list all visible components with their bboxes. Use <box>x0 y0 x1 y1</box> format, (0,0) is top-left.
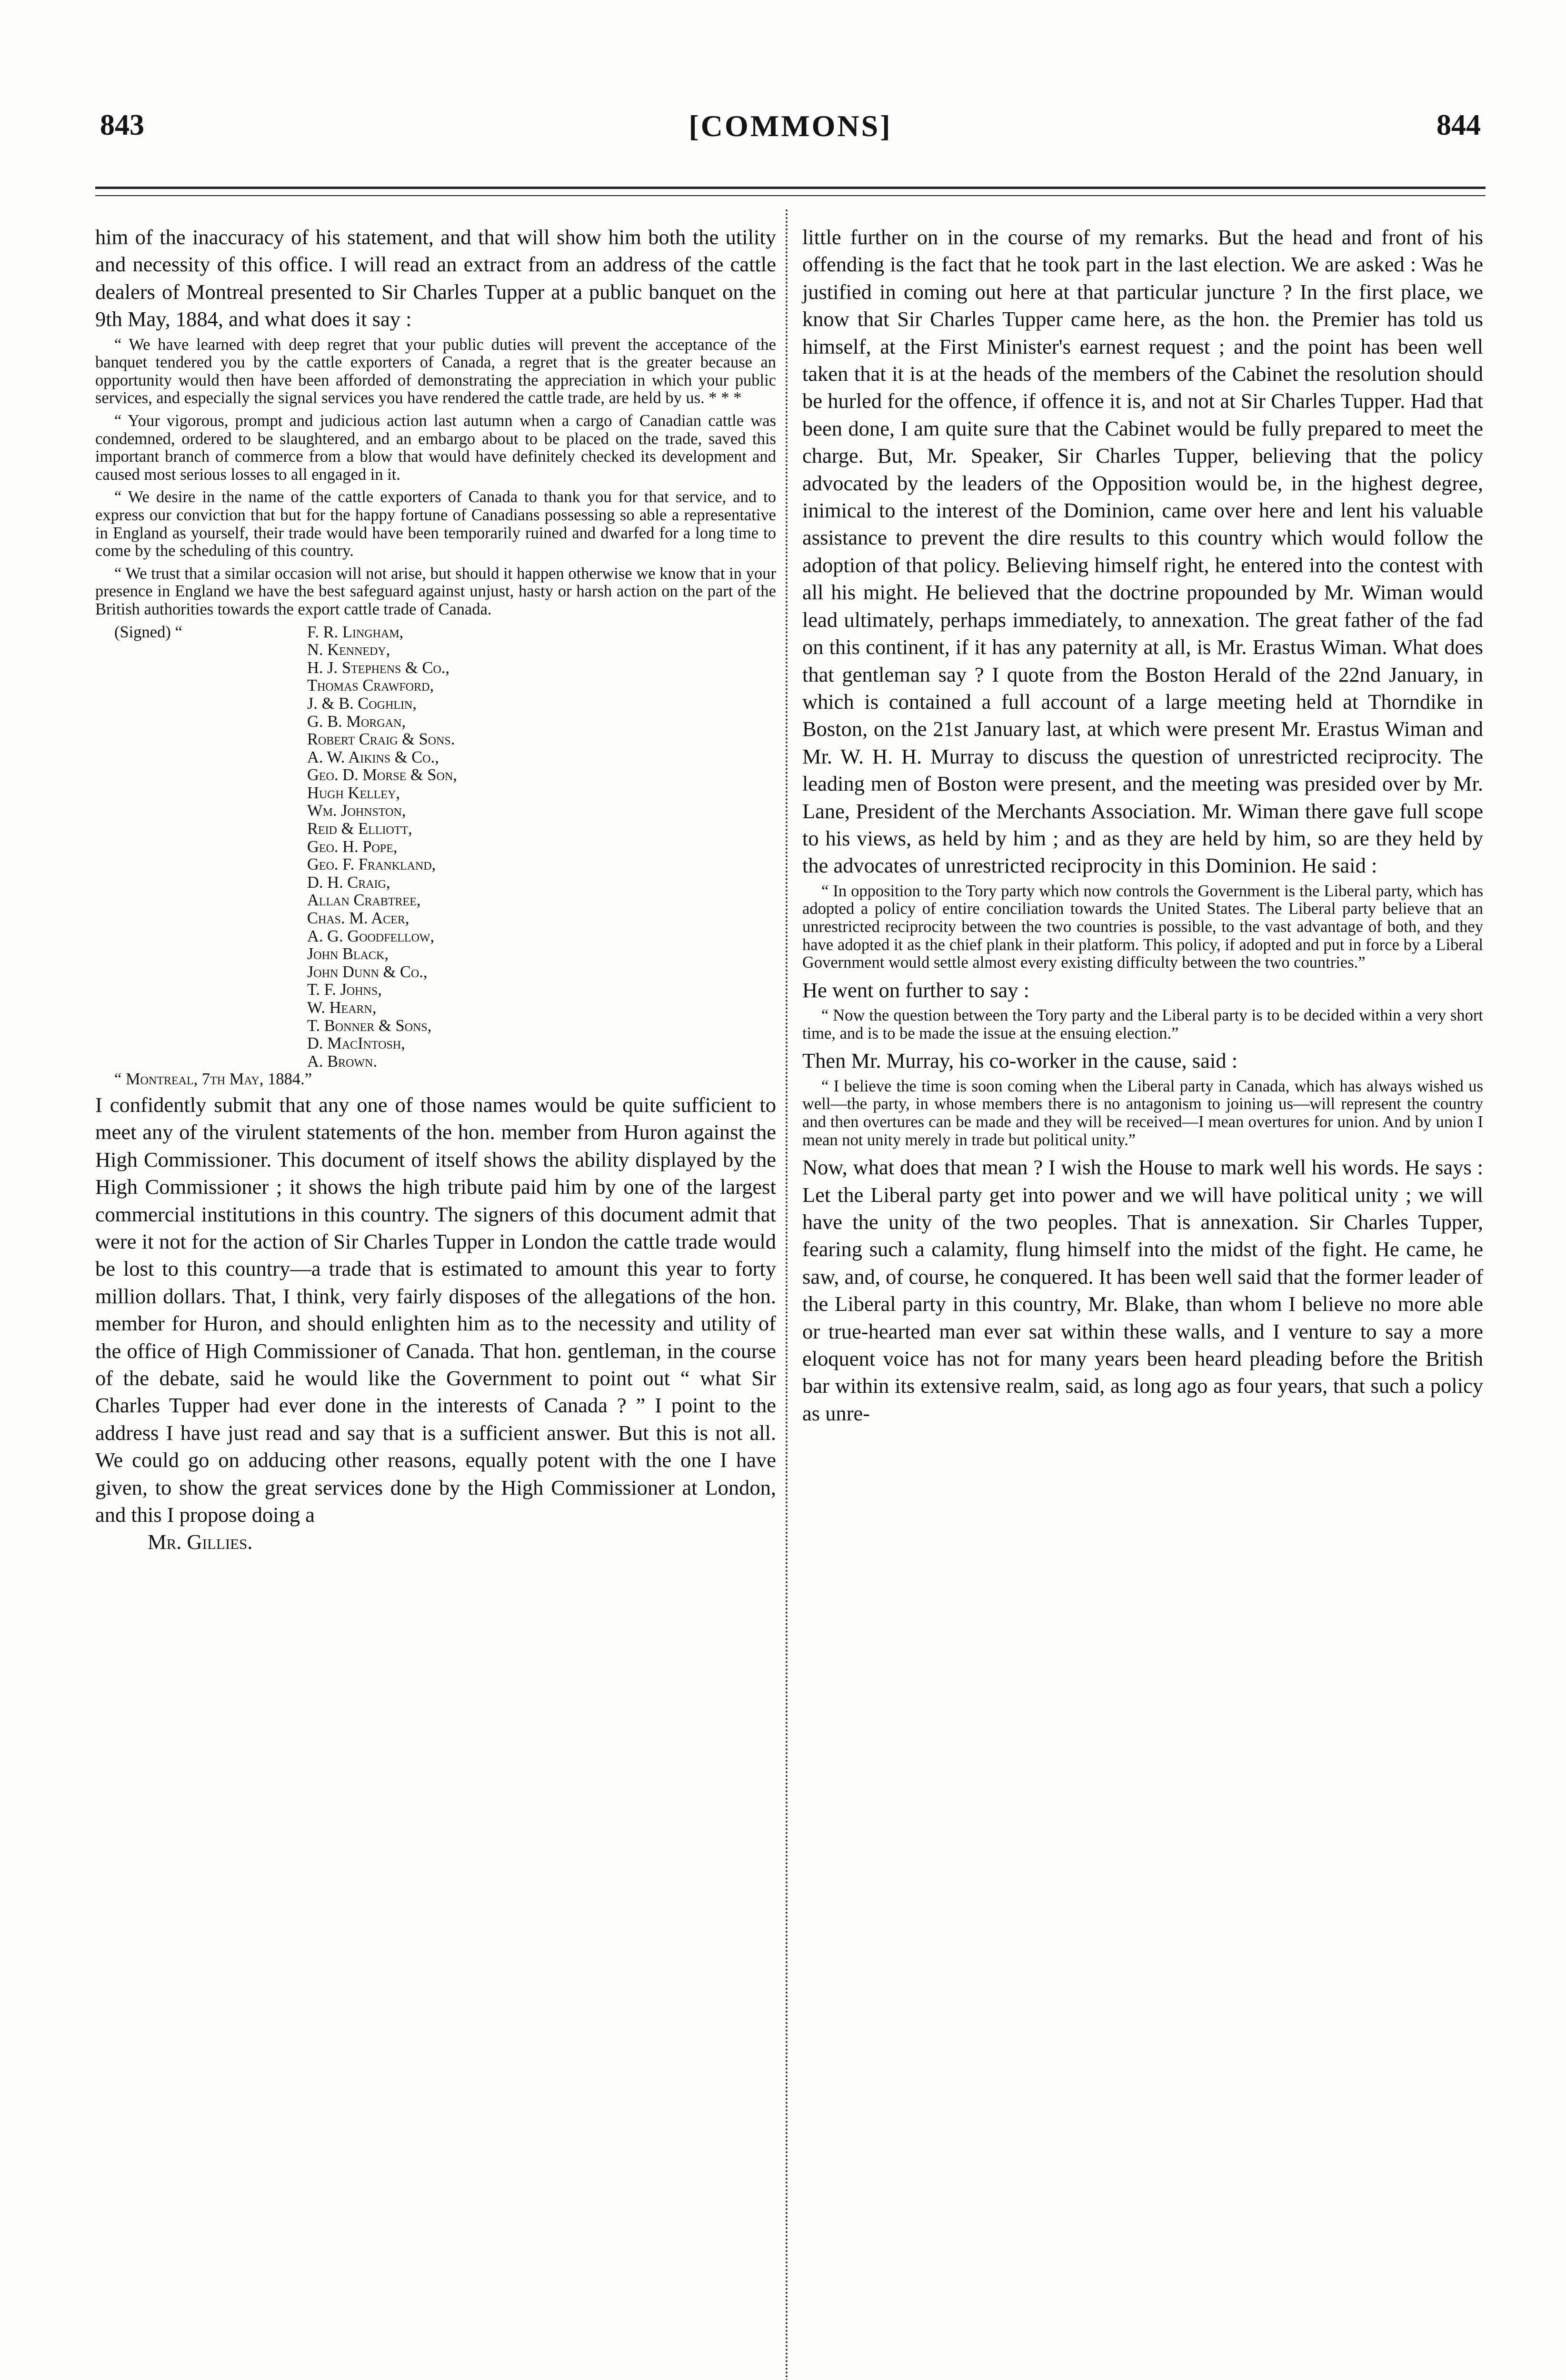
left-paragraph-1: him of the inaccuracy of his statement, and that will show him both the utility and necessity of this office. I will read an extract from an address of the cattle dealers of Montreal presented to Sir Charles Tupper at a public banquet on the 9th May, 1884, and what does it say : <box>95 225 776 331</box>
wiman-quote: “ In opposition to the Tory party which now controls the Government is the Liberal party, which has adopted a policy of entire conciliation towards the United States. The Liberal party believe that an unrestricted reciprocity between the two countries is possible, to the vast advantage of both, and they have adopted it as the chief plank in their platform. This policy, if adopted and put in force by a Liberal Government would settle almost every existing difficulty between the two countries.” <box>802 882 1483 972</box>
right-column <box>802 224 1483 1427</box>
signatory-name: W. Hearn, <box>307 999 377 1017</box>
place-and-date: “ Montreal, 7th May, 1884.” <box>114 1070 312 1089</box>
right-paragraph-3: Then Mr. Murray, his co-worker in the cause, said : <box>802 1049 1238 1073</box>
speaker-attribution: Mr. Gillies. <box>148 1530 253 1554</box>
running-title: [COMMONS] <box>688 109 892 143</box>
signatory-name: G. B. Morgan, <box>307 712 406 731</box>
murray-quote: “ I believe the time is soon coming when the Liberal party in Canada, which has always wished us well—the party, in whose members there is no antagonism to joining us—will represent the country and then overtures can be made and they will be received—I mean overtures for union. And by union I mean not unity merely in trade but political unity.” <box>802 1077 1483 1149</box>
address-quote-3: “ We desire in the name of the cattle exporters of Canada to thank you for that service, and to express our conviction that but for the happy fortune of Canadians possessing so able a representative in England as yourself, their trade would have been temporarily ruined and dwarfed for a long time to come by the scheduling of this country. <box>95 488 776 560</box>
signatory-name: Robert Craig & Sons. <box>307 730 455 749</box>
address-quote-2: “ Your vigorous, prompt and judicious action last autumn when a cargo of Canadian cattle was condemned, ordered to be slaughtered, and an embargo about to be placed on the trade, saved this important branch of commerce from a blow that would have definitely checked its development and caused most serious losses to all engaged in it. <box>95 412 776 484</box>
signatory-name: A. G. Goodfellow, <box>307 927 435 945</box>
signatory-name: H. J. Stephens & Co., <box>307 658 450 677</box>
signatory-name: Allan Crabtree, <box>307 891 421 910</box>
signatory-name: John Dunn & Co., <box>307 962 428 981</box>
left-paragraph-2: I confidently submit that any one of those names would be quite sufficient to meet any of the virulent statements of the hon. member from Huron against the High Commissioner. This document of itself shows the ability displayed by the High Commissioner ; it shows the high tribute paid him by one of the largest commercial institutions in this country. The signers of this document admit that were it not for the action of Sir Charles Tupper in London the cattle trade would be lost to this country—a trade that is estimated to amount this year to forty million dollars. That, I think, very fairly disposes of the allegations of the hon. member for Huron, and should enlighten him as to the necessity and utility of the office of High Commissioner of Canada. That hon. gentleman, in the course of the debate, said he would like the Government to point out “ what Sir Charles Tupper had ever done in the interests of Canada ? ” I point to the address I have just read and say that is a sufficient answer. But this is not all. We could go on adducing other reasons, equally potent with the one I have given, to show the great services done by the High Commissioner at London, and this I propose doing a <box>95 1092 776 1527</box>
page-number-left: 843 <box>100 109 144 141</box>
header-rule-thin <box>95 195 1486 196</box>
signatory-name: J. & B. Coghlin, <box>307 694 417 713</box>
signatory-name: Geo. F. Frankland, <box>307 855 436 874</box>
right-paragraph-1: little further on in the course of my remarks. But the head and front of his offending is the fact that he took part in the last election. We are asked : Was he justified in coming out here at that particular juncture ? In the first place, we know that Sir Charles Tupper came here, as the hon. the Premier has told us himself, at the First Minister's earnest request ; and the point has been well taken that it is at the heads of the members of the Cabinet the resolution should be hurled for the offence, if offence it is, and not at Sir Charles Tupper. Had that been done, I am quite sure that the Cabinet would be fully prepared to meet the charge. But, Mr. Speaker, Sir Charles Tupper, believing that the policy advocated by the leaders of the Opposition would be, in the highest degree, inimical to the interest of the Dominion, came over here and lent his valuable assistance to prevent the dire results to this country which would follow the adoption of that policy. Believing himself right, he entered into the contest with all his might. He believed that the doctrine propounded by Mr. Wiman would lead ultimately, perhaps immediately, to annexation. The great father of the fad on this continent, if it has any paternity at all, is Mr. Erastus Wiman. What does that gentleman say ? I quote from the Boston Herald of the 22nd January, in which is contained a full account of a large meeting held at Thorndike in Boston, on the 21st January last, at which were present Mr. Erastus Wiman and Mr. W. H. H. Murray to discuss the question of unrestricted reciprocity. The leading men of Boston were present, and the meeting was presided over by Mr. Lane, President of the Merchants Association. Mr. Wiman there gave full scope to his views, as held by him ; and as they are held by him, so are they held by the advocates of unrestricted reciprocity in this Dominion. He said : <box>802 225 1483 878</box>
page-number-right: 844 <box>1436 109 1481 141</box>
page-header <box>100 109 1481 151</box>
signatory-list <box>307 624 776 1071</box>
signatory-name: D. H. Craig, <box>307 873 390 892</box>
signatory-name: Wm. Johnston, <box>307 802 406 820</box>
signatory-name: Reid & Elliott, <box>307 820 412 838</box>
signatory-name: D. MacIntosh, <box>307 1034 405 1053</box>
left-column <box>95 224 776 1556</box>
signatory-name: F. R. Lingham, <box>307 623 404 641</box>
signatory-name: Geo. H. Pope, <box>307 837 398 856</box>
address-quote-1: “ We have learned with deep regret that your public duties will prevent the acceptance of the banquet tendered you by the cattle exporters of Canada, a regret that is the greater because an opportunity would then have been afforded of demonstrating the appreciation in which your public services, and especially the signal services you have rendered the cattle trade, are held by us. * * * <box>95 335 776 407</box>
signatory-name: T. F. Johns, <box>307 981 382 999</box>
signed-label: (Signed) “ <box>114 623 182 641</box>
signatory-name: Thomas Crawford, <box>307 676 434 695</box>
signatory-name: Geo. D. Morse & Son, <box>307 766 457 784</box>
wiman-quote-2: “ Now the question between the Tory party and the Liberal party is to be decided within a very short time, and is to be made the issue at the ensuing election.” <box>802 1006 1483 1042</box>
signature-block <box>95 624 776 1089</box>
signatory-name: Chas. M. Acer, <box>307 909 409 928</box>
column-divider <box>786 209 788 2380</box>
signatory-name: A. W. Aikins & Co., <box>307 748 439 766</box>
right-paragraph-4: Now, what does that mean ? I wish the House to mark well his words. He says : Let the Liberal party get into power and we will have political unity ; we will have the unity of the two peoples. That is annexation. Sir Charles Tupper, fearing such a calamity, flung himself into the midst of the fight. He came, he saw, and, of course, he conquered. It has been well said that the former leader of the Liberal party in this country, Mr. Blake, than whom I believe no more able or true-hearted man ever sat within these walls, and I venture to say a more eloquent voice has not for many years been heard pleading before the British bar within its extensive realm, said, as long ago as four years, that such a policy as unre- <box>802 1155 1483 1425</box>
signatory-name: A. Brown. <box>307 1052 378 1071</box>
signatory-name: N. Kennedy, <box>307 641 390 659</box>
header-rule-thick <box>95 187 1486 189</box>
signatory-name: T. Bonner & Sons, <box>307 1016 432 1035</box>
address-quote-4: “ We trust that a similar occasion will not arise, but should it happen otherwise we know that in your presence in England we have the best safeguard against unjust, hasty or harsh action on the part of the British authorities towards the export cattle trade of Canada. <box>95 564 776 618</box>
signatory-name: John Black, <box>307 945 389 963</box>
right-paragraph-2: He went on further to say : <box>802 978 1030 1002</box>
signatory-name: Hugh Kelley, <box>307 783 400 802</box>
